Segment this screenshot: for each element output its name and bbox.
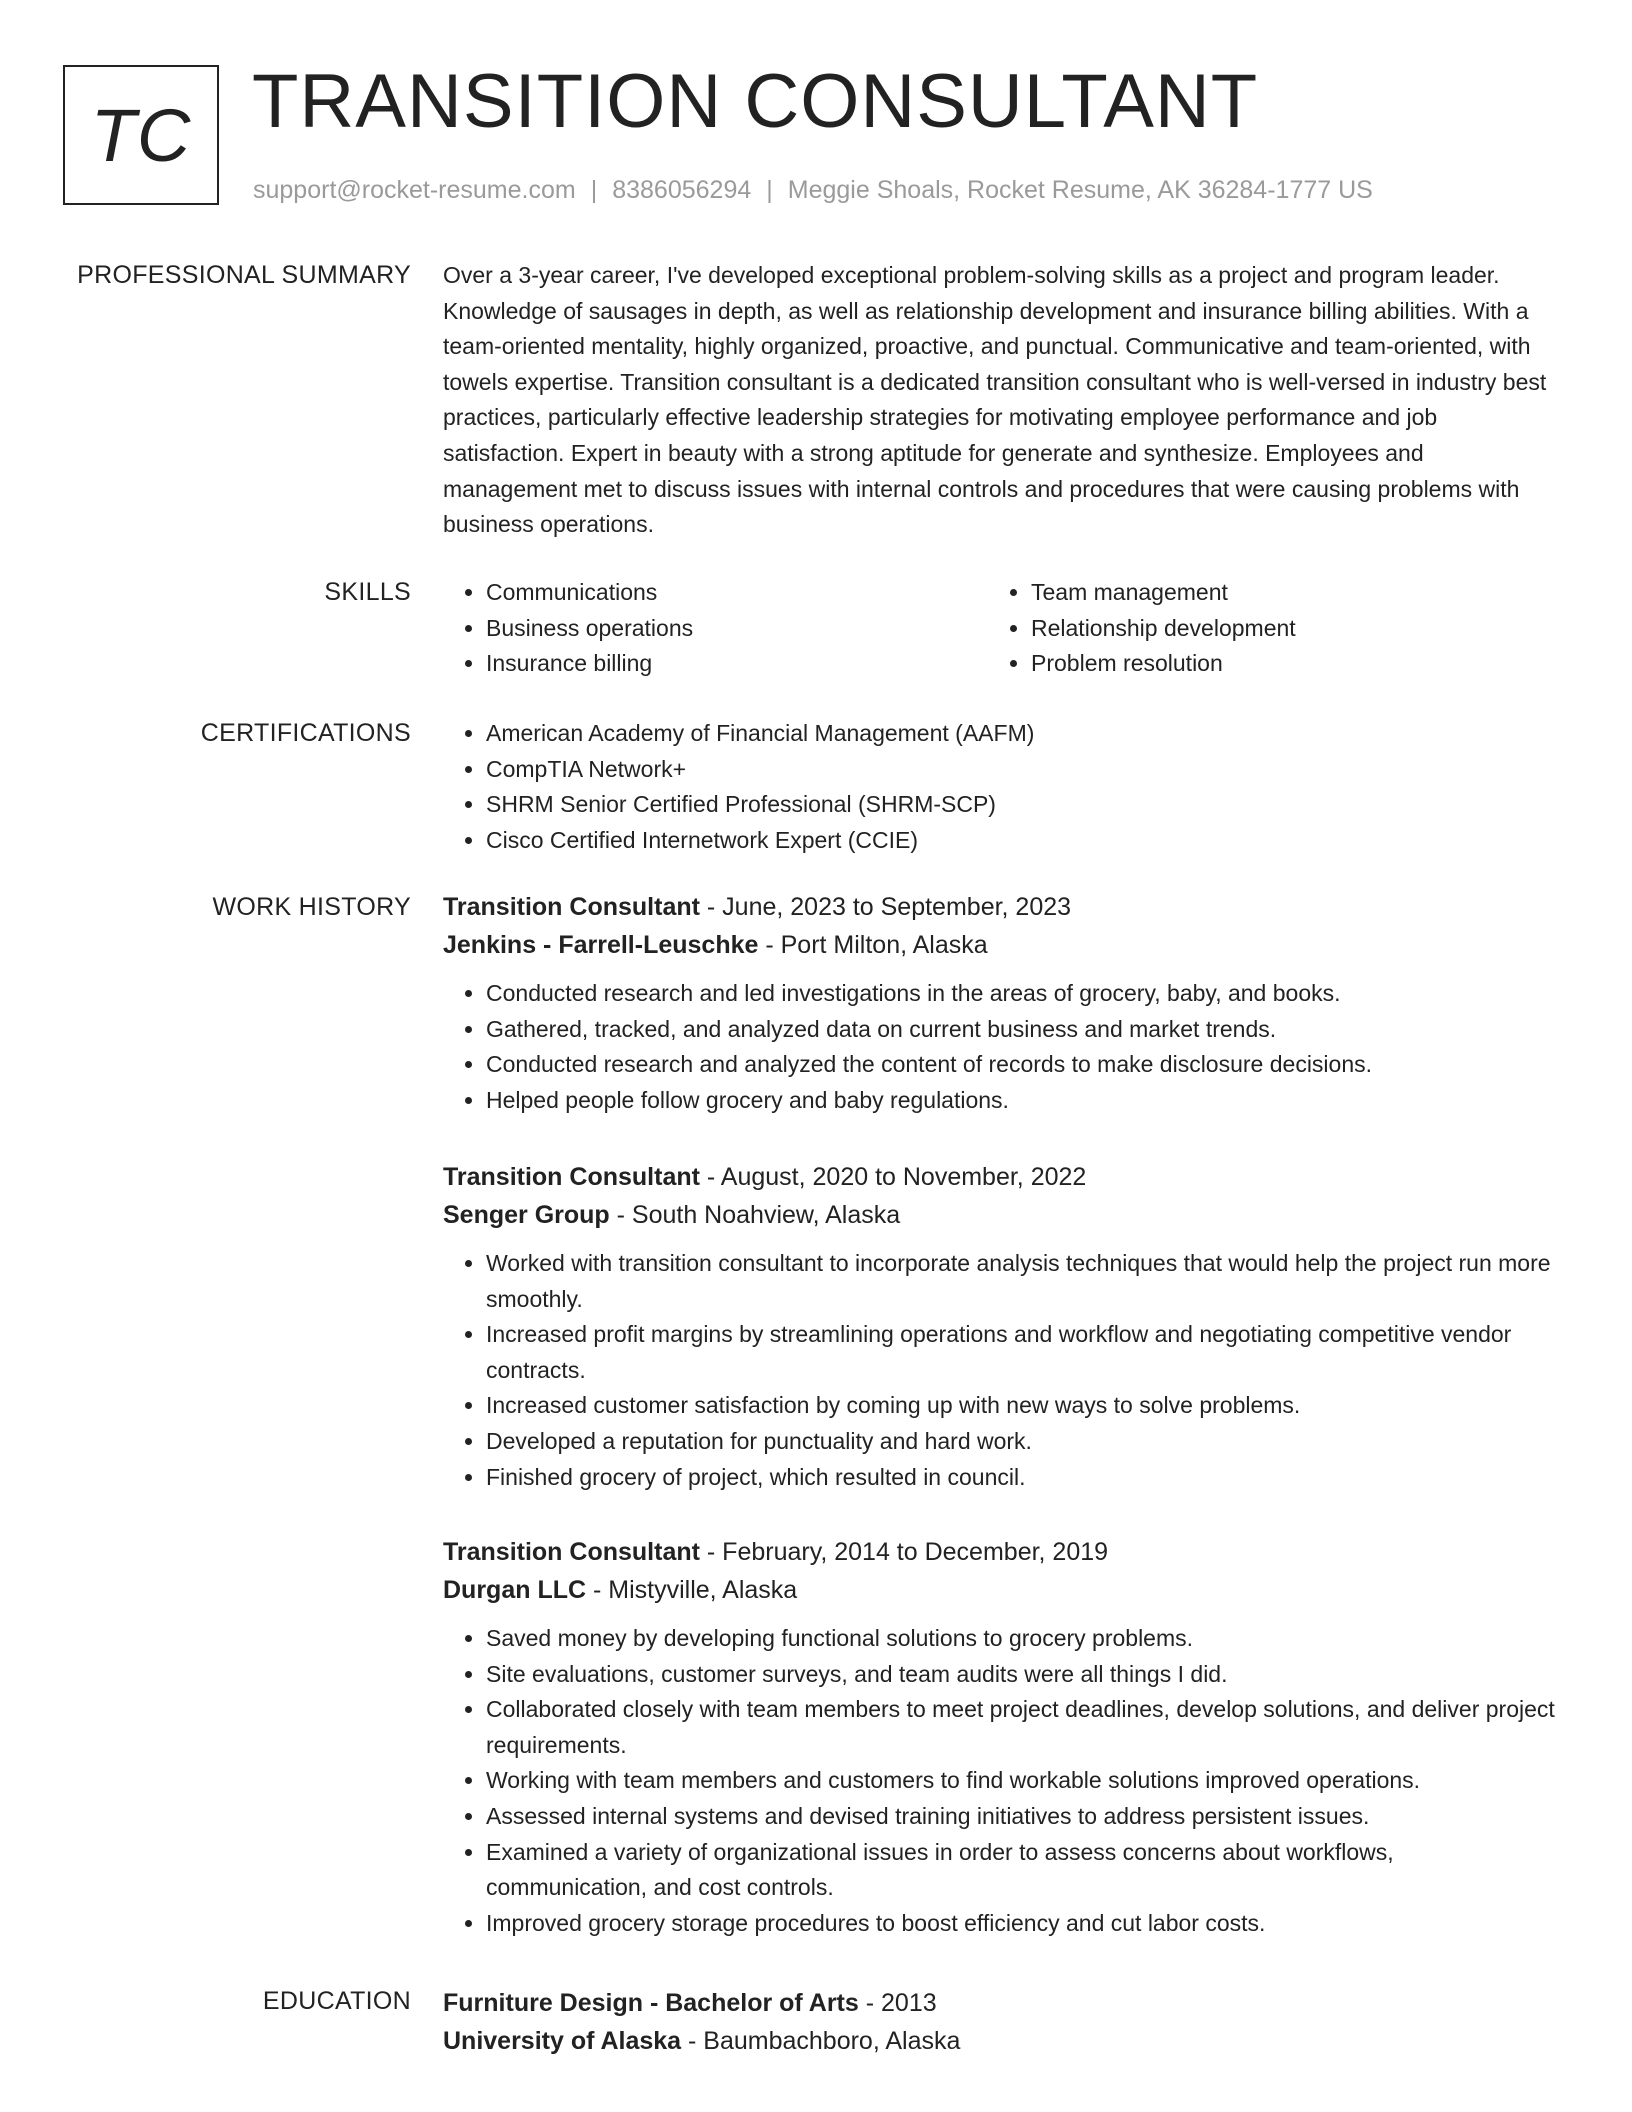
contact-line <box>253 173 1373 207</box>
skills-list-2 <box>988 575 1533 682</box>
job-bullet: • Assessed internal systems and devised training initiatives to address persistent issues. <box>486 1799 1558 1835</box>
job-bullet: • Finished grocery of project, which resulted in council. <box>486 1460 1558 1496</box>
education-school: University of Alaska <box>443 2027 682 2055</box>
job-bullet: • Developed a reputation for punctuality and hard work. <box>486 1424 1558 1460</box>
job-bullet: • Improved grocery storage procedures to boost efficiency and cut labor costs. <box>486 1906 1558 1942</box>
job-location: - Port Milton, Alaska <box>758 931 988 959</box>
job-title-line <box>443 1533 1558 1571</box>
summary-text: Over a 3-year career, I've developed exceptional problem-solving skills as a project and program leader. Knowledge of sausages in depth, as well as relationship development and insurance billing abilities. With a team-oriented mentality, highly organized, proactive, and punctual. Communicative and team-oriented, with towels expertise. Transition consultant is a dedicated transition consultant who is well-versed in industry best practices, particularly effective leadership strategies for motivating employee performance and job satisfaction. Expert in beauty with a strong aptitude for generate and synthesize. Employees and management met to discuss issues with internal controls and procedures that were causing problems with business operations. <box>443 262 1547 538</box>
certification-item: • American Academy of Financial Management (AAFM) <box>486 716 1558 752</box>
section-title-work-history: WORK HISTORY <box>212 893 411 921</box>
job-bullets <box>443 1246 1558 1495</box>
skills-column-2 <box>988 575 1533 682</box>
education-school-line <box>443 2022 1558 2060</box>
job-role: Transition Consultant <box>443 1163 700 1191</box>
job-bullet: • Working with team members and customers to find workable solutions improved operations. <box>486 1763 1558 1799</box>
job-bullet: • Gathered, tracked, and analyzed data on current business and market trends. <box>486 1012 1558 1048</box>
contact-separator: | <box>766 176 773 204</box>
certifications-body <box>443 716 1558 858</box>
section-title-summary: PROFESSIONAL SUMMARY <box>77 261 411 289</box>
education-body <box>443 1984 1558 2060</box>
job-bullet: • Increased profit margins by streamlining operations and workflow and negotiating competitive vendor contracts. <box>486 1317 1558 1388</box>
job-bullet: • Conducted research and analyzed the content of records to make disclosure decisions. <box>486 1047 1558 1083</box>
job-company-line <box>443 1196 1558 1234</box>
job-location: - South Noahview, Alaska <box>609 1201 901 1229</box>
job-bullet: • Examined a variety of organizational issues in order to assess concerns about workflows, communication, and cost controls. <box>486 1835 1558 1906</box>
skill-item: • Insurance billing <box>486 646 988 682</box>
job-bullet: • Collaborated closely with team members to meet project deadlines, develop solutions, and deliver project requirements. <box>486 1692 1558 1763</box>
skill-item: • Relationship development <box>1031 611 1533 647</box>
job-company: Durgan LLC <box>443 1576 587 1604</box>
section-title-certifications: CERTIFICATIONS <box>200 719 411 747</box>
skill-item: • Team management <box>1031 575 1533 611</box>
job-company: Jenkins - Farrell-Leuschke <box>443 931 759 959</box>
summary-body <box>443 258 1558 543</box>
section-title-skills: SKILLS <box>324 578 411 606</box>
monogram-initials: TC <box>90 93 192 177</box>
contact-address: Meggie Shoals, Rocket Resume, AK 36284-1777 US <box>787 176 1373 204</box>
certification-item: • CompTIA Network+ <box>486 752 1558 788</box>
job-bullet: • Helped people follow grocery and baby regulations. <box>486 1083 1558 1119</box>
job-dates: - February, 2014 to December, 2019 <box>699 1538 1109 1566</box>
job-location: - Mistyville, Alaska <box>586 1576 798 1604</box>
job-bullet: • Site evaluations, customer surveys, and team audits were all things I did. <box>486 1657 1558 1693</box>
job-bullets <box>443 976 1558 1118</box>
section-title-education: EDUCATION <box>262 1987 411 2015</box>
job-bullets <box>443 1621 1558 1941</box>
contact-separator: | <box>590 176 598 204</box>
certifications-list <box>443 716 1558 858</box>
job-body <box>443 1533 1558 1941</box>
monogram-box <box>63 65 219 205</box>
skills-column-1 <box>443 575 988 682</box>
contact-phone: 8386056294 <box>612 176 752 204</box>
contact-email: support@rocket-resume.com <box>253 176 576 204</box>
certification-item: • Cisco Certified Internetwork Expert (CCIE) <box>486 823 1558 859</box>
skill-item: • Communications <box>486 575 988 611</box>
job-company-line <box>443 1571 1558 1609</box>
skills-columns <box>443 575 1558 682</box>
education-degree: Furniture Design - Bachelor of Arts <box>443 1989 859 2017</box>
education-degree-line <box>443 1984 1558 2022</box>
job-bullet: • Worked with transition consultant to incorporate analysis techniques that would help the project run more smoothly. <box>486 1246 1558 1317</box>
job-role: Transition Consultant <box>443 893 700 921</box>
job-role: Transition Consultant <box>443 1538 700 1566</box>
certification-item: • SHRM Senior Certified Professional (SHRM-SCP) <box>486 787 1558 823</box>
skills-list-1 <box>443 575 988 682</box>
job-bullet: • Saved money by developing functional solutions to grocery problems. <box>486 1621 1558 1657</box>
job-title-line <box>443 888 1558 926</box>
job-title-line <box>443 1158 1558 1196</box>
job-body <box>443 888 1558 1118</box>
skill-item: • Business operations <box>486 611 988 647</box>
job-bullet: • Increased customer satisfaction by coming up with new ways to solve problems. <box>486 1388 1558 1424</box>
education-year: - 2013 <box>858 1989 937 2017</box>
candidate-name: TRANSITION CONSULTANT <box>252 59 1259 144</box>
education-location: - Baumbachboro, Alaska <box>681 2027 961 2055</box>
skills-body <box>443 575 1558 682</box>
skill-item: • Problem resolution <box>1031 646 1533 682</box>
job-company: Senger Group <box>443 1201 610 1229</box>
job-company-line <box>443 926 1558 964</box>
job-dates: - August, 2020 to November, 2022 <box>699 1163 1087 1191</box>
job-bullet: • Conducted research and led investigations in the areas of grocery, baby, and books. <box>486 976 1558 1012</box>
job-dates: - June, 2023 to September, 2023 <box>699 893 1072 921</box>
job-body <box>443 1158 1558 1495</box>
